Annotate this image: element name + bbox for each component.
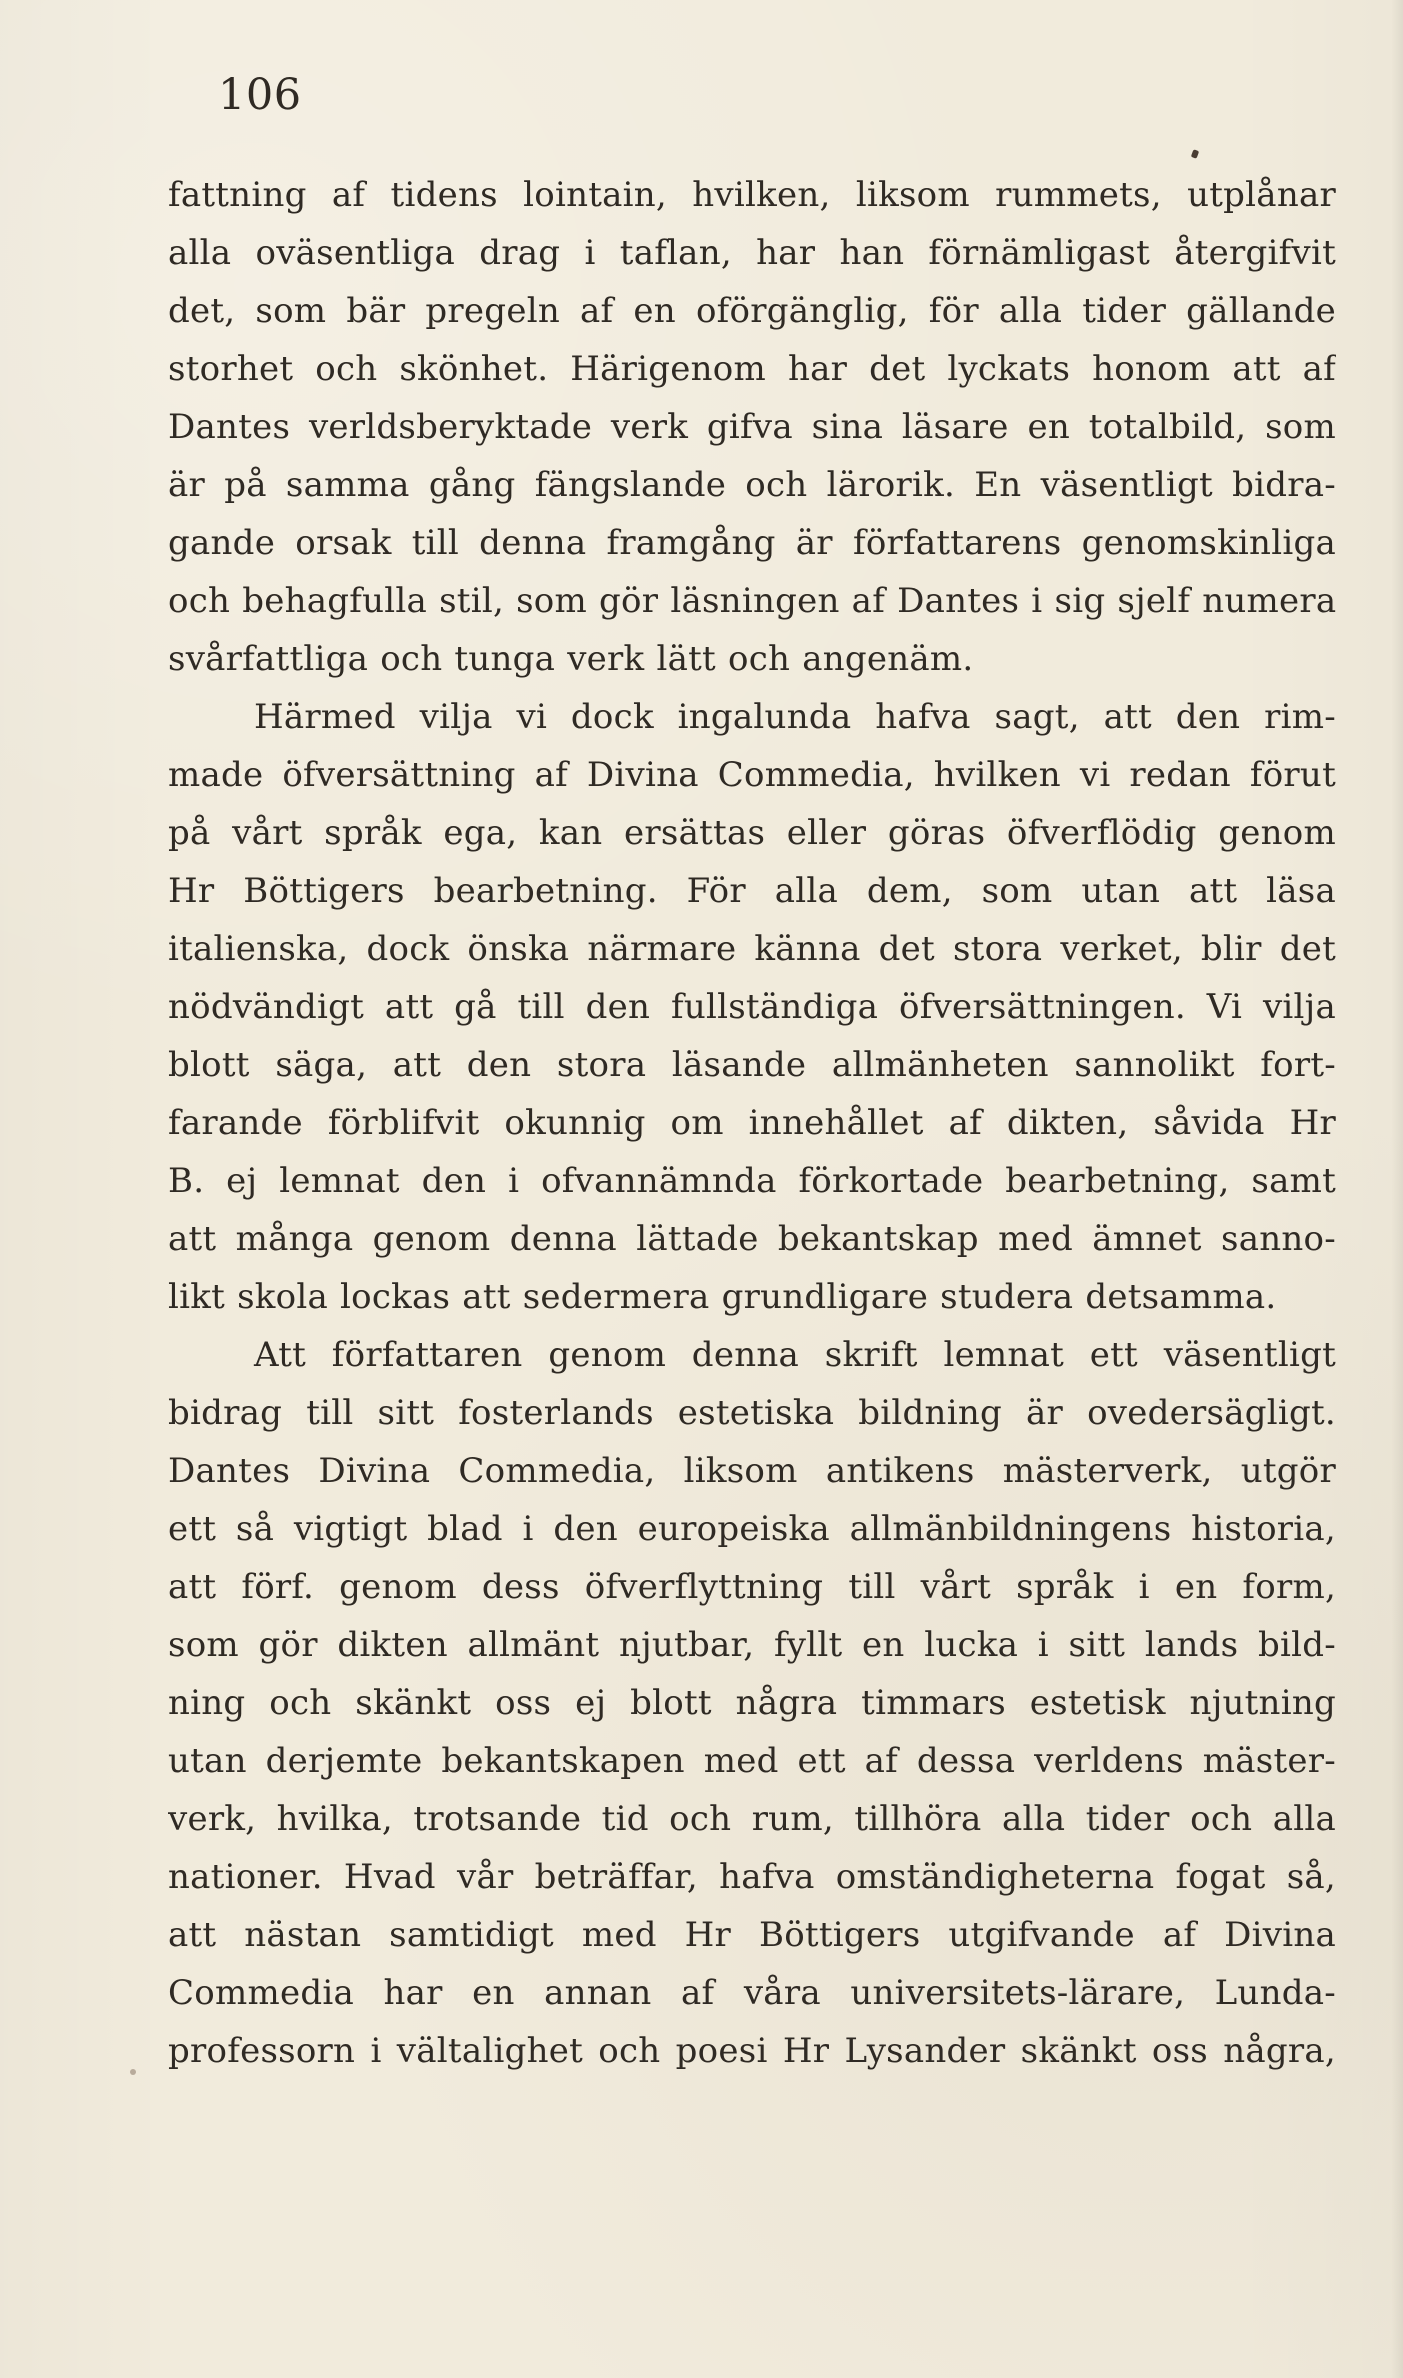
text-line: att nästan samtidigt med Hr Böttigers utgifvande af Divina: [168, 1915, 1336, 1955]
text-line: som gör dikten allmänt njutbar, fyllt en lucka i sitt lands bild-: [168, 1625, 1336, 1665]
page-number: 106: [218, 70, 302, 120]
text-line: made öfversättning af Divina Commedia, hvilken vi redan förut: [168, 755, 1336, 795]
text-line: storhet och skönhet. Härigenom har det lyckats honom att af: [168, 349, 1336, 389]
text-line: B. ej lemnat den i ofvannämnda förkortade bearbetning, samt: [168, 1161, 1336, 1201]
text-line: bidrag till sitt fosterlands estetiska bildning är ovedersägligt.: [168, 1393, 1336, 1433]
text-line: Dantes Divina Commedia, liksom antikens mästerverk, utgör: [168, 1451, 1336, 1491]
text-line: fattning af tidens lointain, hvilken, liksom rummets, utplånar: [168, 175, 1336, 215]
text-line: och behagfulla stil, som gör läsningen af Dantes i sig sjelf numera: [168, 581, 1336, 621]
body-text: [168, 166, 1336, 2080]
text-line: Härmed vilja vi dock ingalunda hafva sagt, att den rim-: [254, 697, 1336, 737]
page-edge-shadow: [1391, 0, 1403, 2378]
text-line: Dantes verldsberyktade verk gifva sina läsare en totalbild, som: [168, 407, 1336, 447]
text-line: Att författaren genom denna skrift lemnat ett väsentligt: [254, 1335, 1336, 1375]
text-line: ett så vigtigt blad i den europeiska allmänbildningens historia,: [168, 1509, 1336, 1549]
text-line: att förf. genom dess öfverflyttning till vårt språk i en form,: [168, 1567, 1336, 1607]
text-line: italienska, dock önska närmare känna det stora verket, blir det: [168, 929, 1336, 969]
ink-spot-left: [130, 2069, 136, 2075]
text-line: Commedia har en annan af våra universitets-lärare, Lunda-: [168, 1973, 1336, 2013]
ink-spot: [1191, 149, 1199, 159]
text-line: professorn i vältalighet och poesi Hr Lysander skänkt oss några,: [168, 2031, 1336, 2071]
text-line: verk, hvilka, trotsande tid och rum, tillhöra alla tider och alla: [168, 1799, 1336, 1839]
text-line: gande orsak till denna framgång är författarens genomskinliga: [168, 523, 1336, 563]
text-line: svårfattliga och tunga verk lätt och angenäm.: [168, 639, 974, 679]
text-line: på vårt språk ega, kan ersättas eller göras öfverflödig genom: [168, 813, 1336, 853]
text-line: Hr Böttigers bearbetning. För alla dem, som utan att läsa: [168, 871, 1336, 911]
text-line: ning och skänkt oss ej blott några timmars estetisk njutning: [168, 1683, 1336, 1723]
text-line: det, som bär pregeln af en oförgänglig, för alla tider gällande: [168, 291, 1336, 331]
text-line: alla oväsentliga drag i taflan, har han förnämligast återgifvit: [168, 233, 1336, 273]
text-line: utan derjemte bekantskapen med ett af dessa verldens mäster-: [168, 1741, 1336, 1781]
text-line: att många genom denna lättade bekantskap med ämnet sanno-: [168, 1219, 1336, 1259]
text-line: likt skola lockas att sedermera grundligare studera detsamma.: [168, 1277, 1277, 1317]
text-line: nationer. Hvad vår beträffar, hafva omständigheterna fogat så,: [168, 1857, 1336, 1897]
text-line: farande förblifvit okunnig om innehållet af dikten, såvida Hr: [168, 1103, 1336, 1143]
text-line: är på samma gång fängslande och lärorik. En väsentligt bidra-: [168, 465, 1336, 505]
text-line: blott säga, att den stora läsande allmänheten sannolikt fort-: [168, 1045, 1336, 1085]
text-line: nödvändigt att gå till den fullständiga öfversättningen. Vi vilja: [168, 987, 1336, 1027]
